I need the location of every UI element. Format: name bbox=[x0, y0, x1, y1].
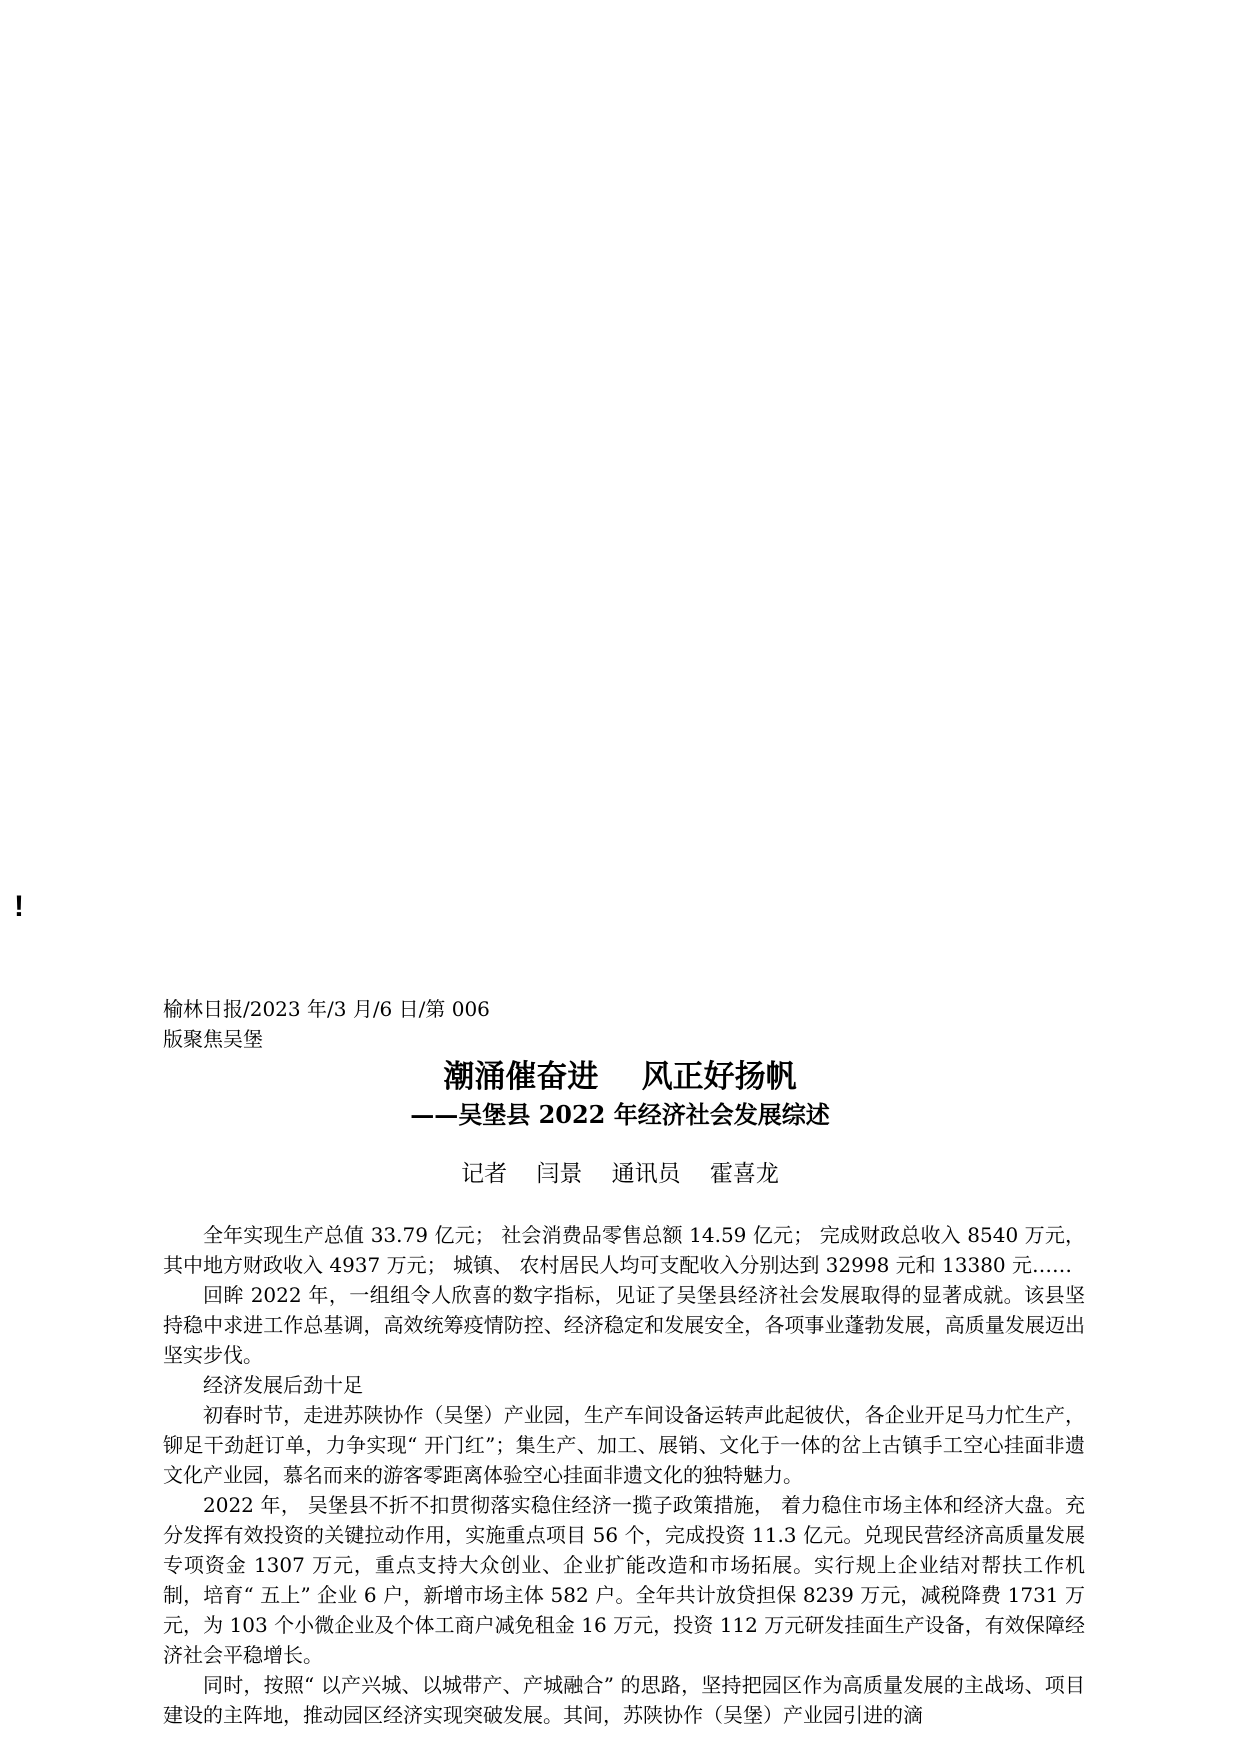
article-title: 潮涌催奋进 风正好扬帆 bbox=[443, 1059, 797, 1095]
source-line-1: 榆林日报/2023 年/3 月/6 日/第 006 bbox=[163, 997, 490, 1021]
section-heading: 经济发展后劲十足 bbox=[203, 1373, 363, 1397]
paragraph: 同时，按照“ 以产兴城、以城带产、产城融合” 的思路，坚持把园区作为高质量发展的主战场、项目建设的主阵地，推动园区经济实现突破发展。其间，苏陕协作（吴堡）产业园引进的滴 bbox=[163, 1673, 1085, 1727]
paragraph: 2022 年， 吴堡县不折不扣贯彻落实稳住经济一揽子政策措施， 着力稳住市场主体和经济大盘。充分发挥有效投资的关键拉动作用，实施重点项目 56 个，完成投资 11.3 亿元。兑现民营经济高质量发展专项资金 1307 万元，重点支持大众创业、企业扩能改造和市场拓展。实行规上企业结对帮扶工作机制，培育“ 五上” 企业 6 户，新增市场主体 582 户。全年共计放贷担保 8239 万元，减税降费 1731 万元，为 103 个小微企业及个体工商户减免租金 16 万元，投资 112 万元研发挂面生产设备，有效保障经济社会平稳增长。 bbox=[163, 1493, 1085, 1667]
paragraph: 初春时节，走进苏陕协作（吴堡）产业园，生产车间设备运转声此起彼伏，各企业开足马力忙生产，铆足干劲赶订单，力争实现“ 开门红”；集生产、加工、展销、文化于一体的岔上古镇手工空心挂面非遗文化产业园，慕名而来的游客零距离体验空心挂面非遗文化的独特魅力。 bbox=[163, 1403, 1085, 1487]
article-body bbox=[163, 1220, 1085, 1730]
source-header bbox=[163, 994, 503, 1054]
article-subtitle: ——吴堡县 2022 年经济社会发展综述 bbox=[410, 1100, 830, 1129]
source-line-2: 版聚焦吴堡 bbox=[163, 1027, 263, 1051]
byline: 记者 闫景 通讯员 霍喜龙 bbox=[461, 1161, 779, 1187]
headline-block bbox=[0, 1056, 1240, 1132]
annotation-mark: ! bbox=[14, 890, 24, 923]
paragraph: 全年实现生产总值 33.79 亿元； 社会消费品零售总额 14.59 亿元； 完成财政总收入 8540 万元，其中地方财政收入 4937 万元； 城镇、 农村居民人均可支配收入分别达到 32998 元和 13380 元…… bbox=[163, 1223, 1085, 1277]
paragraph: 回眸 2022 年，一组组令人欣喜的数字指标，见证了吴堡县经济社会发展取得的显著成就。该县坚持稳中求进工作总基调，高效统筹疫情防控、经济稳定和发展安全，各项事业蓬勃发展，高质量发展迈出坚实步伐。 bbox=[163, 1283, 1085, 1367]
